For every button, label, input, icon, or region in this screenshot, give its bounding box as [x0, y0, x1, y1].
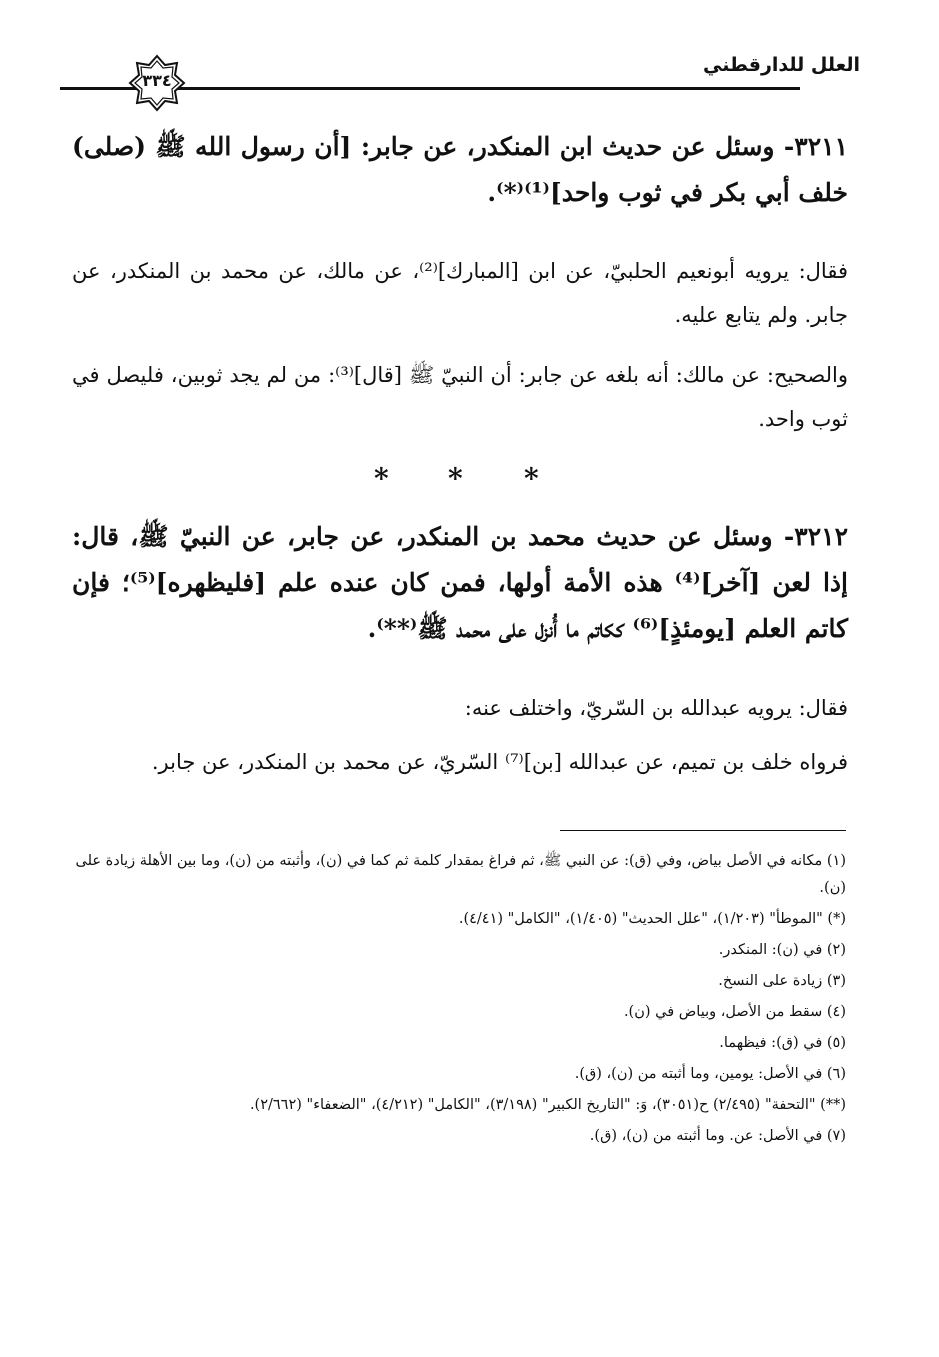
- paragraph-correct-version: والصحيح: عن مالك: أنه بلغه عن جابر: أن النبيّ ﷺ [قال]⁽³⁾: من لم يجد ثوبين، فليصل في ثوب واحد.: [72, 363, 848, 431]
- page-number-ornament: [128, 54, 186, 112]
- footnote: (٥) في (ق): فيظهما.: [719, 1035, 846, 1051]
- footnote: (٦) في الأصل: يومين، وما أثبته من (ن)، (ق).: [574, 1066, 846, 1082]
- entry-text: - وسئل عن حديث محمد بن المنكدر، عن جابر، عن النبيّ ﷺ، قال: إذا لعن [آخر]⁽⁴⁾ هذه الأمة أولها، فمن كان عنده علم [فليظهره]⁽⁵⁾؛ فإن كاتم العلم [يومئذٍ]⁽⁶⁾ ككاتم ما أُنزل على محمد ﷺ⁽**⁾.: [72, 522, 849, 643]
- footnote: (٧) في الأصل: عن. وما أثبته من (ن)، (ق).: [589, 1128, 846, 1144]
- footnote-separator: [560, 830, 846, 831]
- paragraph-narration-1: فقال: يرويه أبونعيم الحلبيّ، عن ابن [المبارك]⁽²⁾، عن مالك، عن محمد بن المنكدر، عن جابر. ولم يتابع عليه.: [72, 259, 848, 327]
- footnote: (**) "التحفة" (٢/٤٩٥) ح(٣٠٥١)، وَ: "التاريخ الكبير" (٣/١٩٨)، "الكامل" (٤/٢١٢)، "الضعفاء" (٢/٦٦٢).: [249, 1097, 846, 1113]
- page-number: ٣٣٤: [142, 71, 172, 90]
- paragraph-narration-2: فقال: يرويه عبدالله بن السّريّ، واختلف عنه:: [464, 696, 848, 720]
- footnote: (١) مكانه في الأصل بياض، وفي (ق): عن النبي ﷺ، ثم فراغ بمقدار كلمة ثم كما في (ن)، وأثبته من (ن)، وما بين الأهلة زيادة على (ن).: [75, 853, 846, 896]
- section-separator: [360, 462, 560, 495]
- entry-text: - وسئل عن حديث ابن المنكدر، عن جابر: [أن رسول الله ﷺ (صلى) خلف أبي بكر في ثوب واحد]⁽¹⁾⁽*⁾.: [72, 132, 848, 207]
- page-header: [60, 48, 860, 118]
- footnote: (٢) في (ن): المنكدر.: [718, 942, 846, 958]
- footnote: (٣) زيادة على النسخ.: [718, 973, 846, 989]
- separator-star: *: [374, 462, 389, 495]
- separator-star: *: [524, 462, 539, 495]
- paragraph-narration-3: فرواه خلف بن تميم، عن عبدالله [بن]⁽⁷⁾ السّريّ، عن محمد بن المنكدر، عن جابر.: [151, 750, 848, 774]
- entry-number: ٣٢١٢: [794, 522, 848, 551]
- footnote: (*) "الموطأ" (١/٢٠٣)، "علل الحديث" (١/٤٠٥)، "الكامل" (٤/٤١).: [458, 911, 846, 927]
- footnote: (٤) سقط من الأصل، وبياض في (ن).: [623, 1004, 846, 1020]
- entry-3212: [72, 514, 848, 652]
- entry-3211: [72, 124, 848, 216]
- separator-star: *: [448, 462, 463, 495]
- footnotes: [68, 848, 846, 1154]
- entry-number: ٣٢١١: [794, 132, 848, 161]
- running-title: العلل للدارقطني: [703, 54, 860, 76]
